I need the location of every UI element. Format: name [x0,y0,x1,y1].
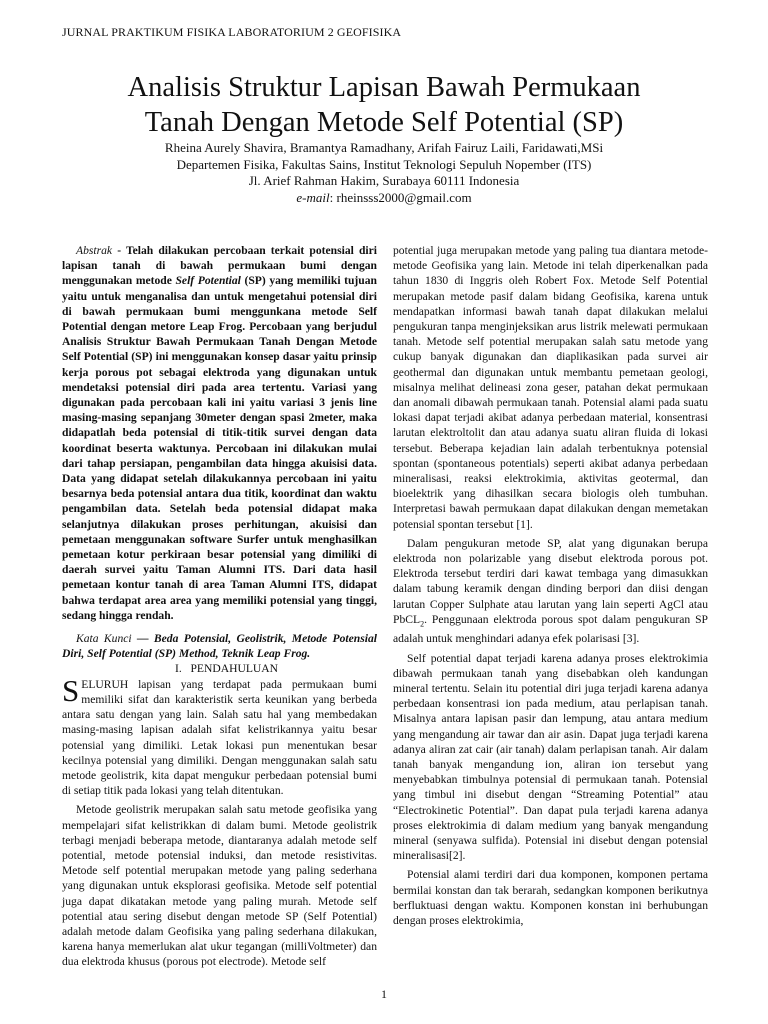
author-names: Rheina Aurely Shavira, Bramantya Ramadhany, Arifah Fairuz Laili, Faridawati,MSi [164,140,604,155]
abstract-sep: - [112,244,126,257]
abstract-label: Abstrak [76,244,113,257]
email-address: : rheinsss2000@gmail.com [329,189,472,205]
section-title: PENDAHULUAN [190,662,279,676]
author-department: Departemen Fisika, Fakultas Sains, Institut Teknologi Sepuluh Nopember (ITS) [176,156,592,172]
keywords-text: — Beda Potensial, Geolistrik, Metode Potensial Diri, Self Potential (SP) Method, Teknik Leap Frog. [62,632,377,661]
keywords-label: Kata Kunci [76,632,132,646]
abstract-text-1: Telah dilakukan percobaan terkait potensial diri lapisan tanah di bawah permukaan bumi dengan menggunakan metode [62,244,377,288]
intro-text-1: lapisan yang terdapat pada permukaan bumi memiliki sifat dan karakteristik serta keunikan yang berbeda antara satu dengan yang lain. Salah satu hal yang membedakan masing-masing lapisan adalah sifat kelistrikannya yaitu besar potensial yang dimiliki. Letak lokasi pun menentukan besar kecilnya potensial yang dimiliki. Dengan menggunakan salah satu metode geolistrik, kita dapat mengukur perbedaan potensial bumi di setiap titik pada lokasi yang telah ditentukan. [62,677,377,798]
right-paragraph-3: Self potential dapat terjadi karena adanya proses elektrokimia dibawah permukaan tanah yang disebabkan oleh kandungan mineral tertentu. Selain itu potential diri juga terjadi karena adanya perbedaan konsentrasi ion pada medium, atau perlapisan tanah. Misalnya antara lapisan pasir dan lempung, atau antara medium yang mengandung air tawar dan air asin. Dapat juga terjadi karena adanya aliran zat cair (air tanah) dalam perlapisan tanah. Air dalam tanah banyak mengandung ion, aliran ion tersebut yang menyebabkan timbulnya potensial di permukaan tanah. Potensial yang timbul ini disebut dengan “Streaming Potential” atau “Electrokinetic Potential”. Dan dapat pula terjadi karena adanya proses elektrokimia di dalam medium yang banyak mengandung mineral (senyawa sulfida). Potensial ini disebut dengan potensial mineralisasi[2]. [393,651,708,863]
title-line-2: Tanah Dengan Metode Self Potential (SP) [144,107,624,138]
section-number: I. [174,662,182,676]
right-column [393,243,708,928]
left-column [62,243,377,970]
right-paragraph-1: potential juga merupakan metode yang paling tua diantara metode-metode Geofisika yang lain. Metode ini telah diperkenalkan pada tahun 1830 di Inggris oleh Robert Fox. Metode Self Potential merupakan metode pasif dalam bidang Geofisika, karena untuk mendapatkan informasi bawah tanah dapat dilakukan melalui pengukuran tanpa menginjeksikan arus listrik melewati permukaan tanah. Metode self potential merupakan salah satu metode yang cukup banyak digunakan dan diaplikasikan pada survei air geothermal dan digunakan untuk membantu pemetaan geologi, misalnya melihat delineasi zona geser, patahan dekat permukaan dan anomali dibawah permukaan tanah. Potensial alami pada suatu lokasi dapat terjadi akibat adanya perbedaan material, konsentrasi larutan elektroltolit dan atau adanya suatu aliran fluida di lokasi tersebut. Beberapa kejadian lain adalah terbentuknya potensial spontan (spontaneous potentials) seperti akibat adanya perbedaan mineralisasi, reaksi elektrokimia, aktivitas geotermal, dan bioelektrik yang dihasilkan secara biologis oleh tumbuhan. Interpretasi bawah permukaan dapat dilakukan dengan memetakan potensial spontan tersebut [1]. [393,244,708,531]
author-address: Jl. Arief Rahman Hakim, Surabaya 60111 Indonesia [248,173,520,188]
intro-caps: ELURUH [81,677,129,691]
right-paragraph-2 [393,536,708,647]
right-p2-sub: 2 [420,619,425,629]
journal-header: JURNAL PRAKTIKUM FISIKA LABORATORIUM 2 GEOFISIKA [62,25,402,39]
paper-title [0,70,768,140]
email-label: e-mail [296,189,330,205]
right-p2-b: . Penggunaan elektroda porous spot dalam pengukuran SP adalah untuk menghindari adanya efek polarisasi [3]. [393,612,708,646]
title-line-1: Analisis Struktur Lapisan Bawah Permukaan [127,72,641,103]
keywords [62,631,377,661]
page-number: 1 [381,987,387,1001]
right-p2-a: Dalam pengukuran metode SP, alat yang digunakan berupa elektroda non polarizable yang disebut elektroda porous pot. Elektroda tersebut terdiri dari kawat tembaga yang dimasukkan dalam tabung keramik dengan dinding berpori dan diisi dengan larutan Copper Sulphate atau larutan yang lain seperti AgCl atau PbCL [393,536,708,626]
drop-cap: S [62,672,80,708]
abstract-italic: Self Potential [175,274,241,288]
author-block [0,140,768,206]
author-email [0,190,768,207]
abstract [62,243,377,623]
abstract-text-2: (SP) yang memiliki tujuan yaitu untuk menganalisa dan untuk mengetahui potensial diri di bawah permukaan bumi menggunkana metode Self Potential dengan metore Leap Frog. Percobaan yang berjudul Analisis Struktur Bawah Permukaan Tanah Dengan Metode Self Potential (SP) ini menggunakan konsep dasar yaitu prinsip kerja porous pot sebagai elektroda yang digunakan untuk mendetaksi potensial diri pada area tertentu. Variasi yang digunakan pada percobaan kali ini yaitu variasi 3 jenis line masing-masing sepanjang 30meter dengan spasi 2meter, maka didapatlah beda potensial di titik-titik survei dengan data koordinat beserta waktunya. Percobaan ini dilakukan mulai dari tahap persiapan, pengambilan data hingga akuisisi data. Data yang didapat setelah dilakukannya percobaan ini yaitu besarnya beda potensial antara dua titik, koordinat dan waktu pengambilan data. Setelah beda potensial didapat maka selanjutnya dilakukan proses perhitungan, akuisisi dan pemetaan menggunakan software Surfer untuk menghasilkan pemetaan kotur perkiraan besar potensial yang dimiliki di daerah survei yaitu Taman Alumni ITS. Dari data hasil pemetaan kontur tanah di area Taman Alumni ITS, didapat bahwa terdapat area area yang memiliki potensial yang tinggi, sedang hingga rendah. [62,274,377,622]
intro-paragraph-2: Metode geolistrik merupakan salah satu metode geofisika yang mempelajari sifat kelistrikkan di dalam bumi. Metode geolistrik terbagi menjadi beberapa metode, diantaranya adalah metode self potential, metode potensial induksi, dan metode resistivitas. Metode self potential merupakan metode yang paling sederhana yang digunakan untuk eksplorasi geofisika. Metode self potential juga dapat dikatakan metode yang paling murah. Metode self potential atau sering disebut dengan metode SP (Self Potential) adalah metode dalam Geofisika yang paling sederhana dilakukan, karena hanya memerlukan alat ukur tegangan (milliVoltmeter) dan dua elektroda khusus (porous pot electrode). Metode self [62,803,377,969]
right-paragraph-4: Potensial alami terdiri dari dua komponen, komponen pertama bermilai konstan dan tak berarah, sedangkan komponen berikutnya berfluktuasi dengan waktu. Komponen konstan ini berhubungan dengan proses elektrokimia, [393,868,708,928]
intro-paragraph-1 [62,672,377,799]
section-heading [62,661,377,676]
